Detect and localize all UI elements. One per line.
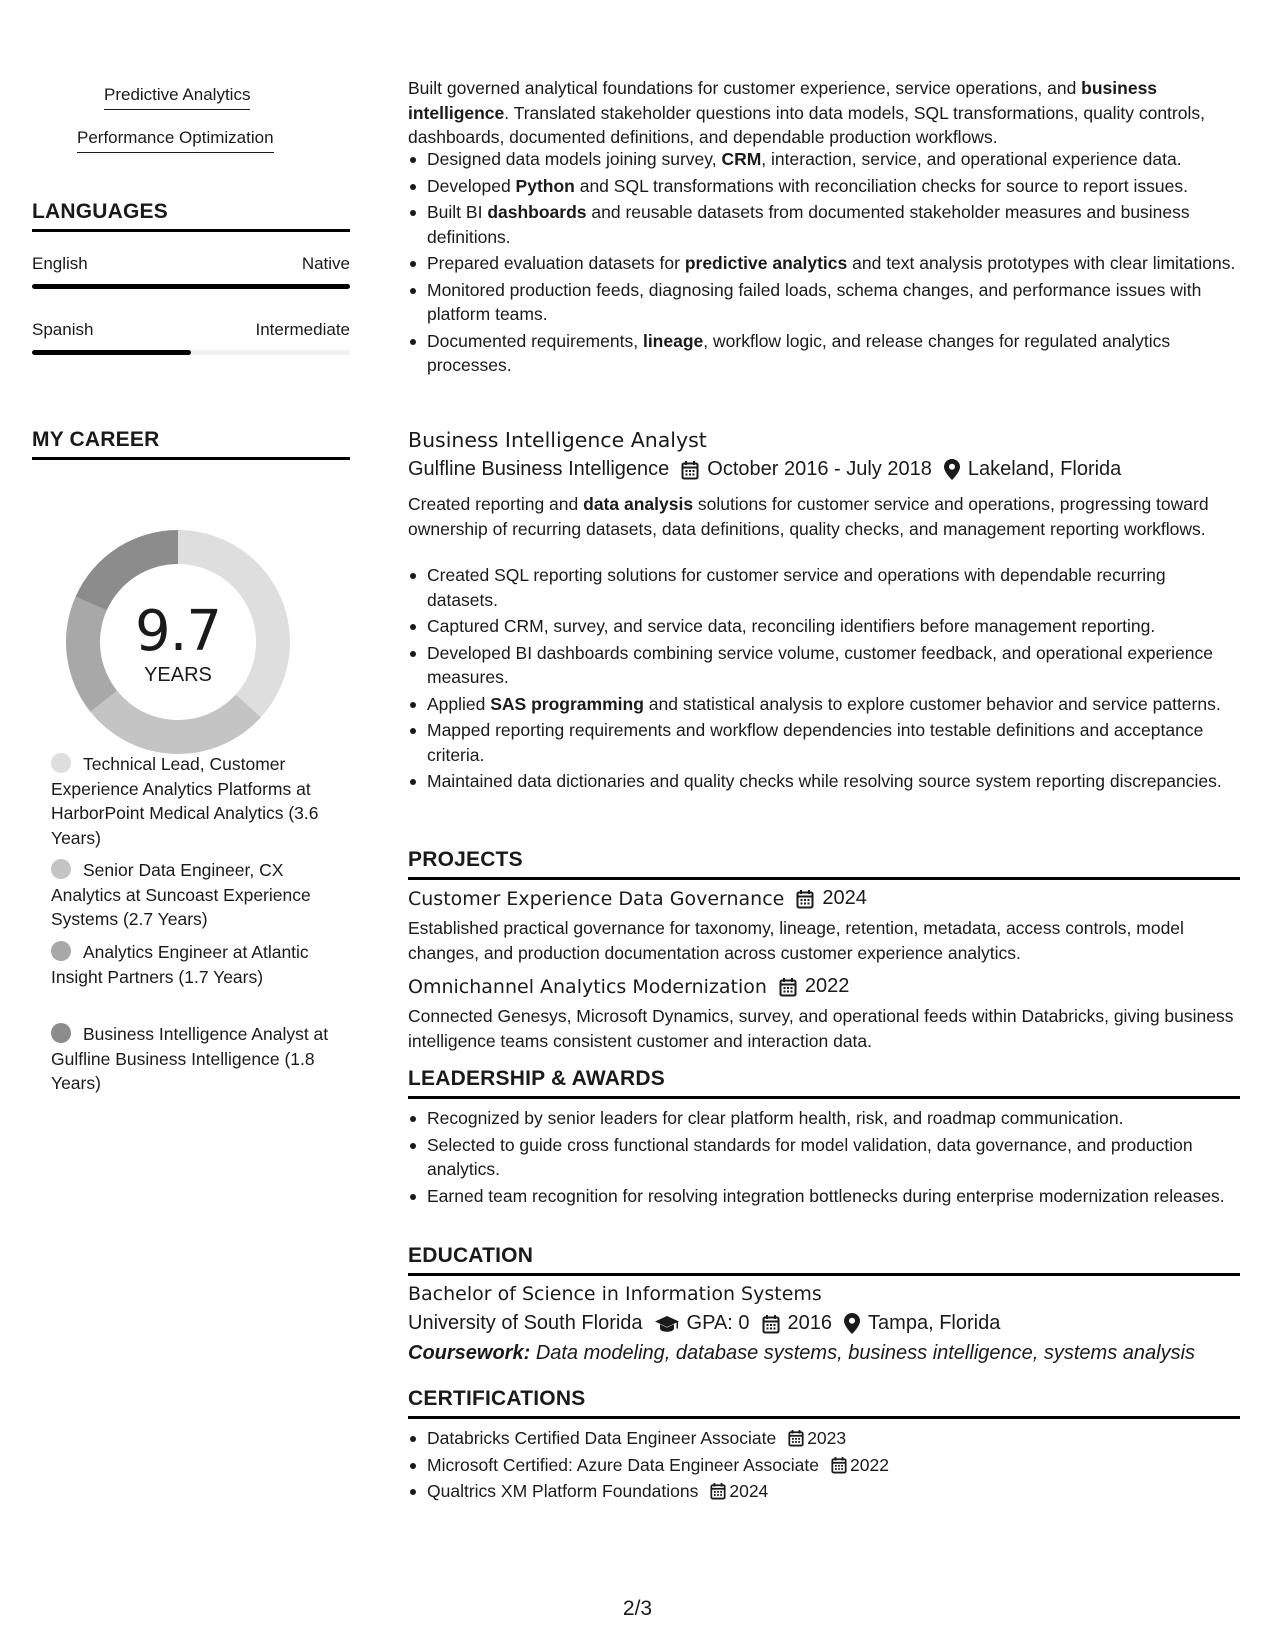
career-entry-text: Senior Data Engineer, CX Analytics at Suncoast Experience Systems (2.7 Years) — [51, 860, 311, 929]
project-title-row — [408, 887, 1240, 910]
calendar-icon — [779, 977, 797, 997]
calendar-icon — [681, 460, 699, 480]
career-heading: MY CAREER — [32, 428, 350, 460]
gpa: GPA: 0 — [686, 1312, 750, 1334]
language-row — [32, 254, 350, 274]
bold-keyword: SAS programming — [490, 693, 644, 714]
page-number: 2/3 — [622, 1597, 653, 1620]
career-total-unit: YEARS — [144, 664, 212, 686]
language-name: Spanish — [32, 320, 94, 339]
career-entry-text: Analytics Engineer at Atlantic Insight Partners (1.7 Years) — [51, 942, 309, 987]
languages-heading: LANGUAGES — [32, 200, 350, 232]
career-legend-dot — [51, 941, 71, 961]
job-title: Business Intelligence Analyst — [408, 428, 707, 452]
job-bullets — [408, 563, 1240, 796]
language-proficiency-bar — [32, 284, 350, 289]
skill-tag: Performance Optimization — [77, 127, 274, 153]
text-run: Prepared evaluation datasets for — [427, 253, 685, 273]
text-run: and SQL transformations with reconciliation checks for source to report issues. — [574, 175, 1188, 196]
language-name: English — [32, 254, 88, 273]
text-run: Captured CRM, survey, and service data, reconciling identifiers before management reporting. — [427, 616, 1156, 636]
location-pin-icon — [944, 459, 960, 480]
text-run: , interaction, service, and operational experience data. — [761, 149, 1182, 169]
job-location: Lakeland, Florida — [967, 458, 1122, 480]
job-dates: October 2016 - July 2018 — [707, 458, 932, 480]
job-meta — [408, 458, 1240, 481]
text-run: Monitored production feeds, diagnosing failed loads, schema changes, and performance issues with platform teams. — [427, 279, 1202, 324]
coursework — [408, 1342, 1240, 1365]
language-proficiency-bar — [32, 350, 350, 355]
project-title-row — [408, 975, 1240, 998]
text-run: Created SQL reporting solutions for customer service and operations with dependable recurring datasets. — [427, 565, 1166, 610]
education-location: Tampa, Florida — [868, 1312, 1001, 1334]
certification-year: 2022 — [850, 1454, 889, 1475]
school-name: University of South Florida — [408, 1312, 643, 1334]
bold-keyword: dashboards — [487, 202, 587, 222]
bullet-item — [408, 174, 1240, 199]
certification-year: 2024 — [729, 1481, 769, 1501]
text-run: . Translated stakeholder questions into data models, SQL transformations, quality controls, dashboards, documented definitions, and dependable production workflows. — [408, 102, 1205, 147]
text-run: Built BI — [427, 202, 488, 222]
leadership-item: Earned team recognition for resolving integration bottlenecks during enterprise modernization releases. — [408, 1184, 1240, 1209]
bullet-item — [408, 563, 1240, 612]
bold-keyword: business intelligence — [408, 78, 1158, 123]
leadership-list — [408, 1106, 1240, 1210]
location-pin-icon — [844, 1313, 860, 1334]
text-run: Created reporting and — [408, 494, 584, 514]
career-entry — [51, 752, 333, 850]
career-entry-text: Technical Lead, Customer Experience Analytics Platforms at HarborPoint Medical Analytics (3.6 Years) — [51, 754, 319, 848]
certifications-heading: CERTIFICATIONS — [408, 1387, 1240, 1419]
text-run: , workflow logic, and release changes for regulated analytics processes. — [427, 330, 1171, 375]
project-description: Established practical governance for taxonomy, lineage, retention, metadata, access controls, model changes, and production documentation across customer experience analytics. — [408, 918, 1184, 963]
project-year: 2024 — [822, 887, 867, 909]
job-summary — [408, 492, 1240, 541]
certification-item — [408, 1453, 1240, 1478]
bold-keyword: predictive analytics — [684, 253, 848, 273]
text-run: Maintained data dictionaries and quality checks while resolving source system reporting discrepancies. — [427, 771, 1222, 791]
text-run: Designed data models joining survey, — [427, 149, 722, 169]
language-proficiency-fill — [32, 284, 350, 289]
career-legend-dot — [51, 1023, 71, 1043]
career-entry — [51, 1022, 333, 1096]
project-title: Customer Experience Data Governance — [408, 887, 785, 910]
calendar-icon — [831, 1456, 847, 1474]
text-run: and reusable datasets from documented stakeholder measures and business definitions. — [427, 202, 1190, 247]
career-entry — [51, 858, 333, 932]
career-donut-chart — [66, 530, 290, 754]
experience-bullets — [408, 147, 1240, 380]
career-entry-text: Business Intelligence Analyst at Gulfline Business Intelligence (1.8 Years) — [51, 1024, 329, 1093]
experience-summary — [408, 76, 1240, 150]
bullet-item — [408, 147, 1240, 172]
calendar-icon — [796, 889, 814, 909]
calendar-icon — [710, 1482, 726, 1500]
bold-keyword: data analysis — [583, 494, 694, 514]
bullet-item — [408, 718, 1240, 767]
career-legend-dot — [51, 753, 71, 773]
bold-keyword: Python — [515, 175, 575, 196]
text-run: and text analysis prototypes with clear limitations. — [847, 253, 1236, 273]
career-entry — [51, 940, 333, 989]
job-company: Gulfline Business Intelligence — [408, 458, 670, 480]
certification-item — [408, 1479, 1240, 1504]
project-description: Connected Genesys, Microsoft Dynamics, survey, and operational feeds within Databricks, giving business intelligence teams consistent customer and interaction data. — [408, 1006, 1234, 1051]
donut-segment — [90, 691, 260, 754]
language-proficiency-fill — [32, 350, 191, 355]
bullet-item — [408, 641, 1240, 690]
text-run: Built governed analytical foundations for customer experience, service operations, and — [408, 78, 1082, 98]
project-title: Omnichannel Analytics Modernization — [408, 975, 767, 998]
text-run: Mapped reporting requirements and workflow dependencies into testable definitions and acceptance criteria. — [427, 720, 1204, 765]
projects-heading: PROJECTS — [408, 848, 1240, 880]
certifications-list — [408, 1426, 1240, 1506]
skill-tag: Predictive Analytics — [104, 84, 250, 110]
language-row — [32, 320, 350, 340]
calendar-icon — [762, 1314, 780, 1334]
calendar-icon — [788, 1429, 804, 1447]
bold-keyword: lineage — [642, 330, 704, 351]
certification-year: 2023 — [807, 1428, 847, 1448]
graduation-year: 2016 — [787, 1312, 833, 1334]
bullet-item — [408, 614, 1240, 639]
bullet-item — [408, 329, 1240, 378]
certification-item — [408, 1426, 1240, 1451]
coursework-text: Data modeling, database systems, business intelligence, systems analysis — [535, 1342, 1196, 1364]
career-total-years: 9.7 — [134, 599, 222, 664]
career-legend-dot — [51, 859, 71, 879]
education-heading: EDUCATION — [408, 1244, 1240, 1276]
bullet-item — [408, 251, 1240, 276]
text-run: solutions for customer service and operations, progressing toward ownership of recurring datasets, data definitions, quality checks, and management reporting workflows. — [408, 494, 1209, 539]
coursework-label: Coursework: — [408, 1342, 531, 1364]
bullet-item — [408, 769, 1240, 794]
text-run: and statistical analysis to explore customer behavior and service patterns. — [643, 693, 1221, 714]
language-level: Intermediate — [255, 320, 350, 339]
bullet-item — [408, 278, 1240, 327]
leadership-item: Recognized by senior leaders for clear platform health, risk, and roadmap communication. — [408, 1106, 1240, 1131]
text-run: Applied — [427, 693, 491, 714]
language-level: Native — [301, 254, 350, 273]
certification-name: Databricks Certified Data Engineer Associate — [427, 1428, 777, 1448]
certification-name: Qualtrics XM Platform Foundations — [427, 1481, 699, 1501]
graduation-cap-icon — [655, 1315, 679, 1333]
degree-title: Bachelor of Science in Information Systems — [408, 1283, 822, 1305]
text-run: Developed — [427, 175, 516, 196]
leadership-heading: LEADERSHIP & AWARDS — [408, 1067, 1240, 1099]
certification-name: Microsoft Certified: Azure Data Engineer Associate — [427, 1454, 819, 1475]
education-meta — [408, 1312, 1240, 1335]
leadership-item: Selected to guide cross functional standards for model validation, data governance, and production analytics. — [408, 1133, 1240, 1182]
text-run: Developed BI dashboards combining service volume, customer feedback, and operational experience measures. — [427, 642, 1214, 687]
bullet-item — [408, 200, 1240, 249]
bold-keyword: CRM — [721, 149, 762, 169]
text-run: Documented requirements, — [427, 330, 643, 351]
project-year: 2022 — [804, 975, 850, 997]
bullet-item — [408, 692, 1240, 717]
